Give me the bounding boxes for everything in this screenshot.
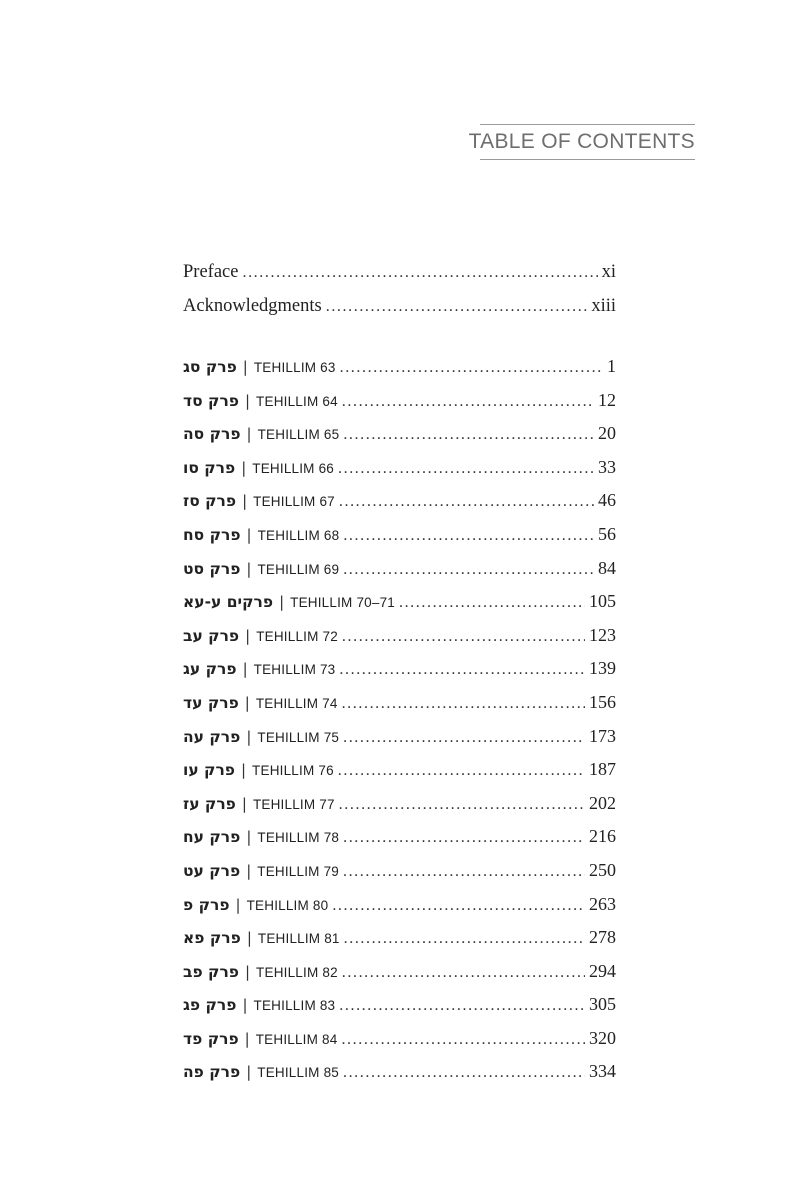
toc-entry-chapter[interactable] (183, 961, 616, 995)
dot-leader (326, 298, 588, 316)
dot-leader (343, 829, 585, 847)
dot-leader (339, 997, 585, 1015)
toc-entry-chapter[interactable] (183, 894, 616, 928)
toc-entry-chapter[interactable] (183, 1028, 616, 1062)
entry-page: 294 (589, 960, 616, 981)
toc-entry-chapter[interactable] (183, 490, 616, 524)
toc-entry-chapter[interactable] (183, 457, 616, 491)
entry-label: TEHILLIM 75 (257, 729, 340, 745)
separator-bar: | (279, 593, 285, 612)
dot-leader (343, 863, 585, 881)
separator-bar: | (246, 525, 252, 544)
toc-entry-chapter[interactable] (183, 1061, 616, 1095)
entry-page: 1 (607, 356, 616, 376)
hebrew-chapter-label: פרק סה (183, 425, 241, 444)
separator-bar: | (246, 929, 252, 948)
entry-label: TEHILLIM 77 (252, 796, 335, 812)
entry-page: 46 (598, 490, 616, 511)
entry-label: TEHILLIM 72 (256, 628, 338, 644)
hebrew-chapter-label: פרק פד (183, 1029, 239, 1048)
toc-entry-chapter[interactable] (183, 423, 616, 457)
toc-entry-chapter[interactable] (183, 726, 616, 760)
dot-leader (343, 561, 594, 579)
hebrew-chapter-label: פרק עט (183, 861, 241, 880)
separator-bar: | (235, 895, 241, 914)
toc-header (468, 124, 695, 160)
hebrew-chapter-label: פרק פה (183, 1063, 241, 1082)
dot-leader (342, 628, 585, 646)
toc-entry-chapter[interactable] (183, 356, 616, 390)
entry-page: xi (601, 262, 616, 282)
toc-entry-chapter[interactable] (183, 994, 616, 1028)
dot-leader (341, 1031, 585, 1049)
dot-leader (339, 796, 585, 814)
hebrew-chapter-label: פרק עג (183, 660, 237, 679)
dot-leader (343, 1064, 585, 1082)
dot-leader (338, 460, 594, 478)
toc-entry-chapter[interactable] (183, 524, 616, 558)
separator-bar: | (241, 794, 247, 813)
entry-page: 56 (598, 523, 616, 544)
hebrew-chapter-label: פרק פב (183, 962, 239, 981)
toc-entry-chapter[interactable] (183, 591, 616, 625)
entry-page: 278 (589, 927, 616, 948)
separator-bar: | (244, 962, 251, 981)
toc-entry-chapter[interactable] (183, 759, 616, 793)
dot-leader (344, 930, 585, 948)
entry-page: 250 (589, 859, 616, 880)
toc-entry-chapter[interactable] (183, 558, 616, 592)
hebrew-chapter-label: פרק פג (183, 996, 237, 1015)
toc-entry-chapter[interactable] (183, 826, 616, 860)
entry-label: TEHILLIM 63 (253, 360, 336, 375)
toc-entry-chapter[interactable] (183, 793, 616, 827)
entry-page: 263 (589, 893, 616, 914)
toc-entry-chapter[interactable] (183, 658, 616, 692)
hebrew-chapter-label: פרק סז (183, 492, 237, 511)
dot-leader (340, 359, 603, 377)
separator-bar: | (242, 996, 248, 1015)
entry-label: TEHILLIM 82 (256, 964, 338, 980)
hebrew-chapter-label: פרק עז (183, 794, 236, 813)
hebrew-chapter-label: פרקים ע-עא (183, 593, 274, 612)
section-gap (183, 329, 616, 356)
dot-leader (342, 393, 594, 411)
entry-page: 173 (589, 725, 616, 746)
separator-bar: | (244, 693, 250, 712)
toc-entry-chapter[interactable] (183, 860, 616, 894)
dot-leader (343, 527, 594, 545)
entry-label: TEHILLIM 65 (257, 427, 340, 443)
entry-label: TEHILLIM 85 (257, 1065, 339, 1081)
hebrew-chapter-label: פרק סט (183, 559, 241, 578)
entry-page: 105 (589, 591, 616, 612)
separator-bar: | (242, 492, 248, 511)
toc-entry-chapter[interactable] (183, 692, 616, 726)
entry-label: TEHILLIM 81 (257, 931, 340, 947)
separator-bar: | (246, 861, 252, 880)
separator-bar: | (246, 425, 252, 444)
separator-bar: | (246, 1063, 252, 1082)
hebrew-chapter-label: פרק עה (183, 727, 241, 746)
entry-page: 187 (589, 759, 616, 780)
entry-page: 320 (589, 1027, 616, 1048)
hebrew-chapter-label: פרק סו (183, 458, 236, 477)
separator-bar: | (246, 559, 252, 578)
hebrew-chapter-label: פרק סד (183, 391, 239, 410)
toc-entry-acknowledgments[interactable] (183, 296, 616, 330)
entry-page: xiii (591, 295, 616, 316)
dot-leader (339, 661, 585, 679)
page-title: TABLE OF CONTENTS (468, 130, 695, 153)
toc-entry-chapter[interactable] (183, 390, 616, 424)
entry-label: Preface (183, 262, 239, 282)
entry-page: 33 (598, 456, 616, 477)
hebrew-chapter-label: פרק סח (183, 525, 241, 544)
separator-bar: | (242, 660, 248, 679)
dot-leader (342, 964, 585, 982)
entry-label: TEHILLIM 74 (255, 695, 338, 711)
dot-leader (242, 264, 597, 282)
entry-page: 156 (589, 691, 616, 712)
separator-bar: | (245, 626, 251, 645)
dot-leader (342, 695, 585, 713)
entry-label: TEHILLIM 76 (252, 763, 334, 779)
separator-bar: | (246, 828, 252, 847)
separator-bar: | (240, 761, 247, 780)
dot-leader (332, 897, 585, 915)
dot-leader (343, 729, 585, 747)
hebrew-chapter-label: פרק פא (183, 929, 241, 948)
entry-label: TEHILLIM 68 (257, 527, 340, 543)
toc-entry-chapter[interactable] (183, 625, 616, 659)
entry-label: TEHILLIM 70–71 (290, 595, 395, 611)
separator-bar: | (244, 1029, 250, 1048)
separator-bar: | (244, 391, 251, 410)
dot-leader (399, 594, 585, 612)
entry-page: 139 (589, 658, 616, 679)
hebrew-chapter-label: פרק פ (183, 895, 230, 914)
hebrew-chapter-label: פרק עח (183, 828, 241, 847)
separator-bar: | (242, 358, 248, 376)
hebrew-chapter-label: פרק עו (183, 761, 235, 780)
toc-entry-preface[interactable] (183, 262, 616, 296)
entry-label: TEHILLIM 83 (253, 998, 336, 1014)
entry-label: TEHILLIM 78 (257, 830, 340, 846)
entry-label: TEHILLIM 73 (253, 662, 336, 678)
entry-page: 84 (598, 557, 616, 578)
entry-page: 123 (589, 624, 616, 645)
hebrew-chapter-label: פרק עד (183, 693, 239, 712)
entry-label: Acknowledgments (183, 295, 322, 316)
dot-leader (339, 493, 594, 511)
entry-page: 202 (589, 792, 616, 813)
entry-label: TEHILLIM 80 (246, 897, 329, 913)
chapter-list (183, 356, 616, 1095)
dot-leader (338, 762, 585, 780)
separator-bar: | (246, 727, 252, 746)
entry-page: 334 (589, 1061, 616, 1082)
entry-page: 20 (598, 423, 616, 444)
toc-list (183, 262, 616, 1095)
entry-label: TEHILLIM 67 (253, 494, 335, 510)
dot-leader (343, 426, 594, 444)
toc-entry-chapter[interactable] (183, 927, 616, 961)
entry-page: 216 (589, 826, 616, 847)
entry-page: 305 (589, 994, 616, 1015)
entry-page: 12 (598, 389, 616, 410)
entry-label: TEHILLIM 64 (256, 393, 338, 409)
entry-label: TEHILLIM 69 (257, 561, 340, 577)
entry-label: TEHILLIM 66 (252, 460, 334, 476)
entry-label: TEHILLIM 84 (255, 1031, 338, 1047)
entry-label: TEHILLIM 79 (257, 863, 339, 879)
hebrew-chapter-label: פרק סג (183, 358, 237, 376)
separator-bar: | (241, 458, 247, 477)
hebrew-chapter-label: פרק עב (183, 626, 240, 645)
